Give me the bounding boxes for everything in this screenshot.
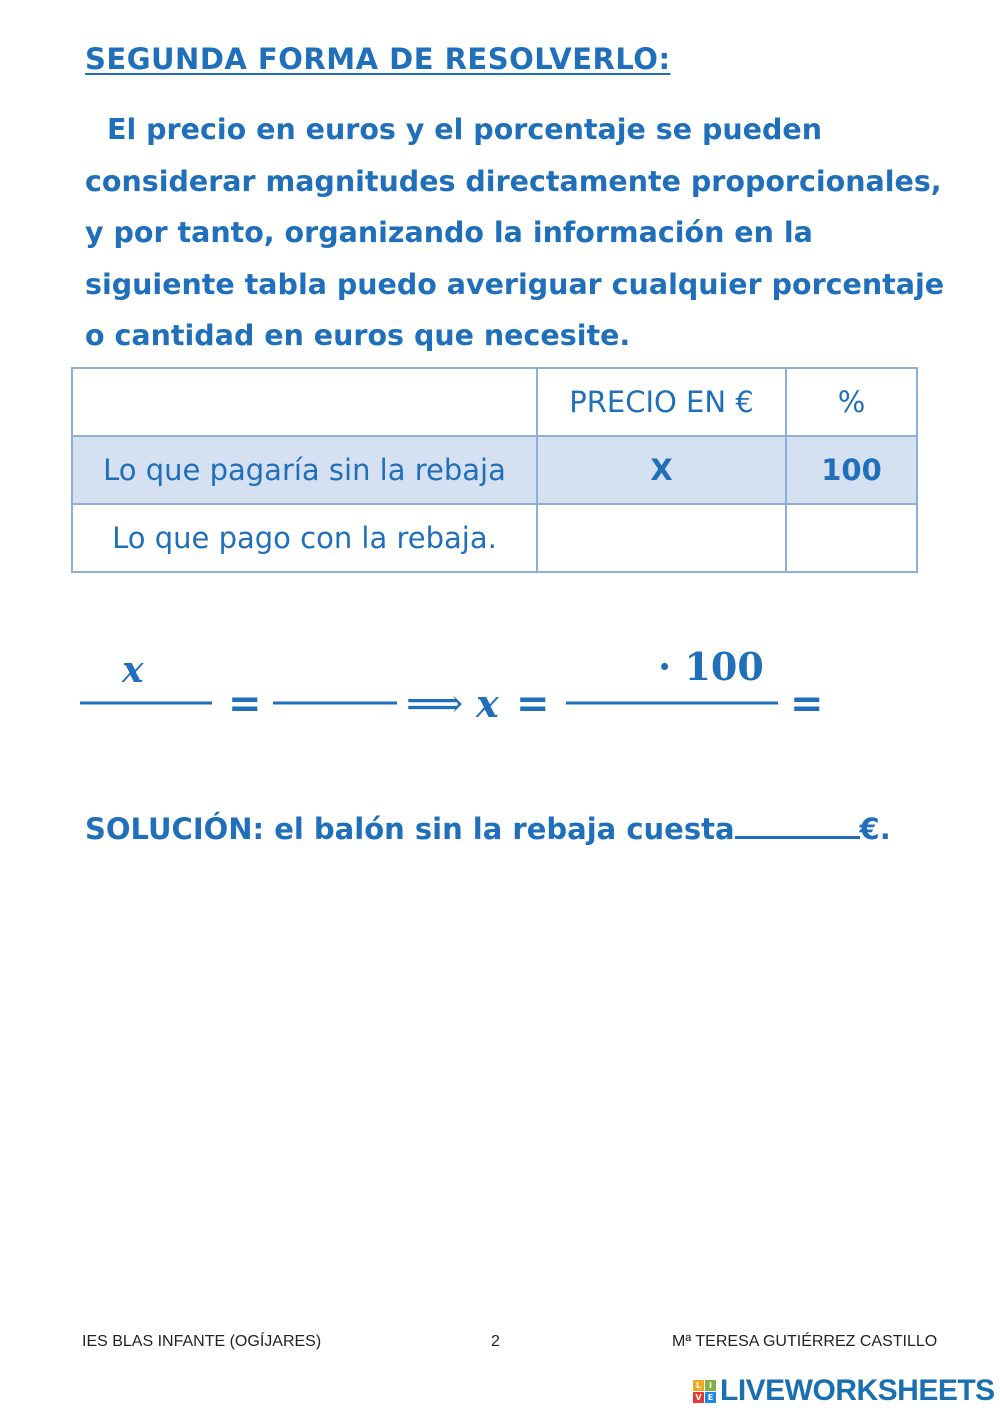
table-cell: Lo que pagaría sin la rebaja (72, 436, 537, 504)
paragraph-line: siguiente tabla puedo averiguar cualquier porcentaje (85, 267, 945, 301)
paragraph-line: o cantidad en euros que necesite. (85, 319, 631, 352)
table-header-row (72, 368, 917, 436)
proportion-equation (0, 630, 1000, 740)
footer-author: Mª TERESA GUTIÉRREZ CASTILLO (672, 1333, 938, 1350)
paragraph-line: y por tanto, organizando la información en la (85, 216, 813, 249)
liveworksheets-logo (693, 1374, 995, 1408)
table-cell: Lo que pago con la rebaja. (72, 504, 537, 572)
logo-letter: V (693, 1392, 704, 1403)
logo-letter: I (705, 1380, 716, 1391)
logo-text: LIVEWORKSHEETS (720, 1374, 995, 1407)
paragraph-line: El precio en euros y el porcentaje se pueden (107, 113, 822, 146)
implies-arrow: ⟹ (406, 681, 464, 727)
table-row (72, 504, 917, 572)
solution-text: SOLUCIÓN: el balón sin la rebaja cuesta (85, 812, 735, 846)
table-cell: X (537, 436, 786, 504)
table-header-cell: PRECIO EN € (537, 368, 786, 436)
variable-x: x (476, 681, 499, 726)
equals-sign: = (516, 680, 550, 727)
table-answer-cell[interactable] (786, 504, 917, 572)
paragraph-line: considerar magnitudes directamente proporcionales, (85, 164, 942, 198)
table-answer-cell[interactable] (537, 504, 786, 572)
proportion-table (71, 367, 918, 573)
solution-line (85, 812, 891, 846)
table-header-cell (72, 368, 537, 436)
logo-mark-icon (693, 1380, 716, 1403)
solution-suffix: €. (859, 812, 891, 846)
footer-page-number: 2 (491, 1333, 500, 1350)
equation-svg (0, 630, 1000, 740)
logo-letter: E (705, 1392, 716, 1403)
solution-answer-blank[interactable] (735, 814, 860, 839)
table-header-cell: % (786, 368, 917, 436)
table-cell: 100 (786, 436, 917, 504)
numerator-x: x (122, 649, 144, 691)
table-row (72, 436, 917, 504)
numerator-times-100: · 100 (658, 644, 764, 689)
logo-letter: L (693, 1380, 704, 1391)
equals-sign: = (790, 680, 824, 727)
explanation-paragraph (85, 104, 945, 362)
footer-school: IES BLAS INFANTE (OGÍJARES) (82, 1333, 322, 1350)
page-heading: SEGUNDA FORMA DE RESOLVERLO: (85, 42, 671, 76)
equals-sign: = (228, 680, 262, 727)
